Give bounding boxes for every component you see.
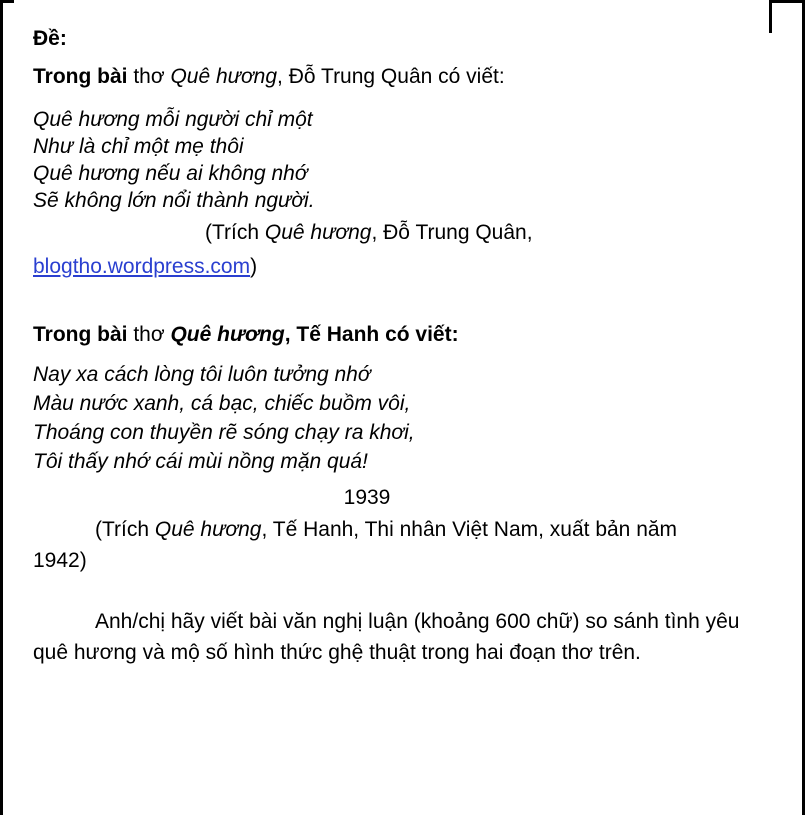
section2-source [33, 514, 761, 545]
poem-line: Thoáng con thuyền rẽ sóng chạy ra khơi, [33, 421, 415, 444]
section1-intro-lead: Trong bài [33, 65, 128, 88]
section2-source-work: Quê hương [154, 518, 262, 541]
section2-intro-lead: Trong bài [33, 323, 128, 346]
section2-intro-rest: , Tế Hanh có viết: [284, 323, 459, 346]
poem-line: Sẽ không lớn nổi thành người. [33, 189, 315, 212]
poem-line: Màu nước xanh, cá bạc, chiếc buồm vôi, [33, 392, 411, 415]
section1-attrib-close: ) [250, 255, 258, 278]
blogtho-link[interactable]: blogtho.wordpress.com [33, 255, 251, 278]
section2-source-rest: , Tế Hanh, Thi nhân Việt Nam, xuất bản năm [261, 518, 678, 541]
section2-intro-work: Quê hương [170, 323, 285, 346]
section1-poem [33, 106, 761, 214]
poem-line: Quê hương nếu ai không nhớ [33, 162, 308, 185]
section-spacer [33, 282, 761, 320]
poem-year: 1939 [343, 486, 391, 509]
section1-attribution-link-line [33, 252, 761, 282]
page-title: Đề: [33, 27, 67, 50]
page-border-corner-right [769, 0, 772, 33]
section1-intro-rest: , Đỗ Trung Quân có viết: [277, 65, 505, 88]
poem-line: Tôi thấy nhớ cái mùi nồng mặn quá! [33, 450, 368, 473]
document-body [33, 24, 761, 668]
section1-intro-mid: thơ [127, 65, 171, 88]
section2-source-open: (Trích [95, 518, 155, 541]
section1-attrib-work: Quê hương [264, 221, 372, 244]
section2-source-continuation: 1942) [33, 549, 87, 572]
poem-line: Như là chỉ một mẹ thôi [33, 135, 244, 158]
assignment-question: Anh/chị hãy viết bài văn nghị luận (khoảng 600 chữ) so sánh tình yêu quê hương và mộ số hình thức ghệ thuật trong hai đoạn thơ trên. [33, 610, 740, 664]
section2-intro-mid: thơ [127, 323, 171, 346]
section1-attrib-open: (Trích [205, 221, 265, 244]
section1-intro-work: Quê hương [170, 65, 278, 88]
poem-line: Quê hương mỗi người chỉ một [33, 108, 313, 131]
page-border-top-right [769, 0, 805, 3]
section2-intro [33, 320, 761, 350]
section1-attribution [33, 218, 761, 248]
section2-poem [33, 360, 761, 476]
section1-attrib-rest: , Đỗ Trung Quân, [371, 221, 533, 244]
poem-line: Nay xa cách lòng tôi luôn tưởng nhớ [33, 363, 371, 386]
page-border-left [0, 0, 3, 815]
section1-intro [33, 60, 761, 94]
